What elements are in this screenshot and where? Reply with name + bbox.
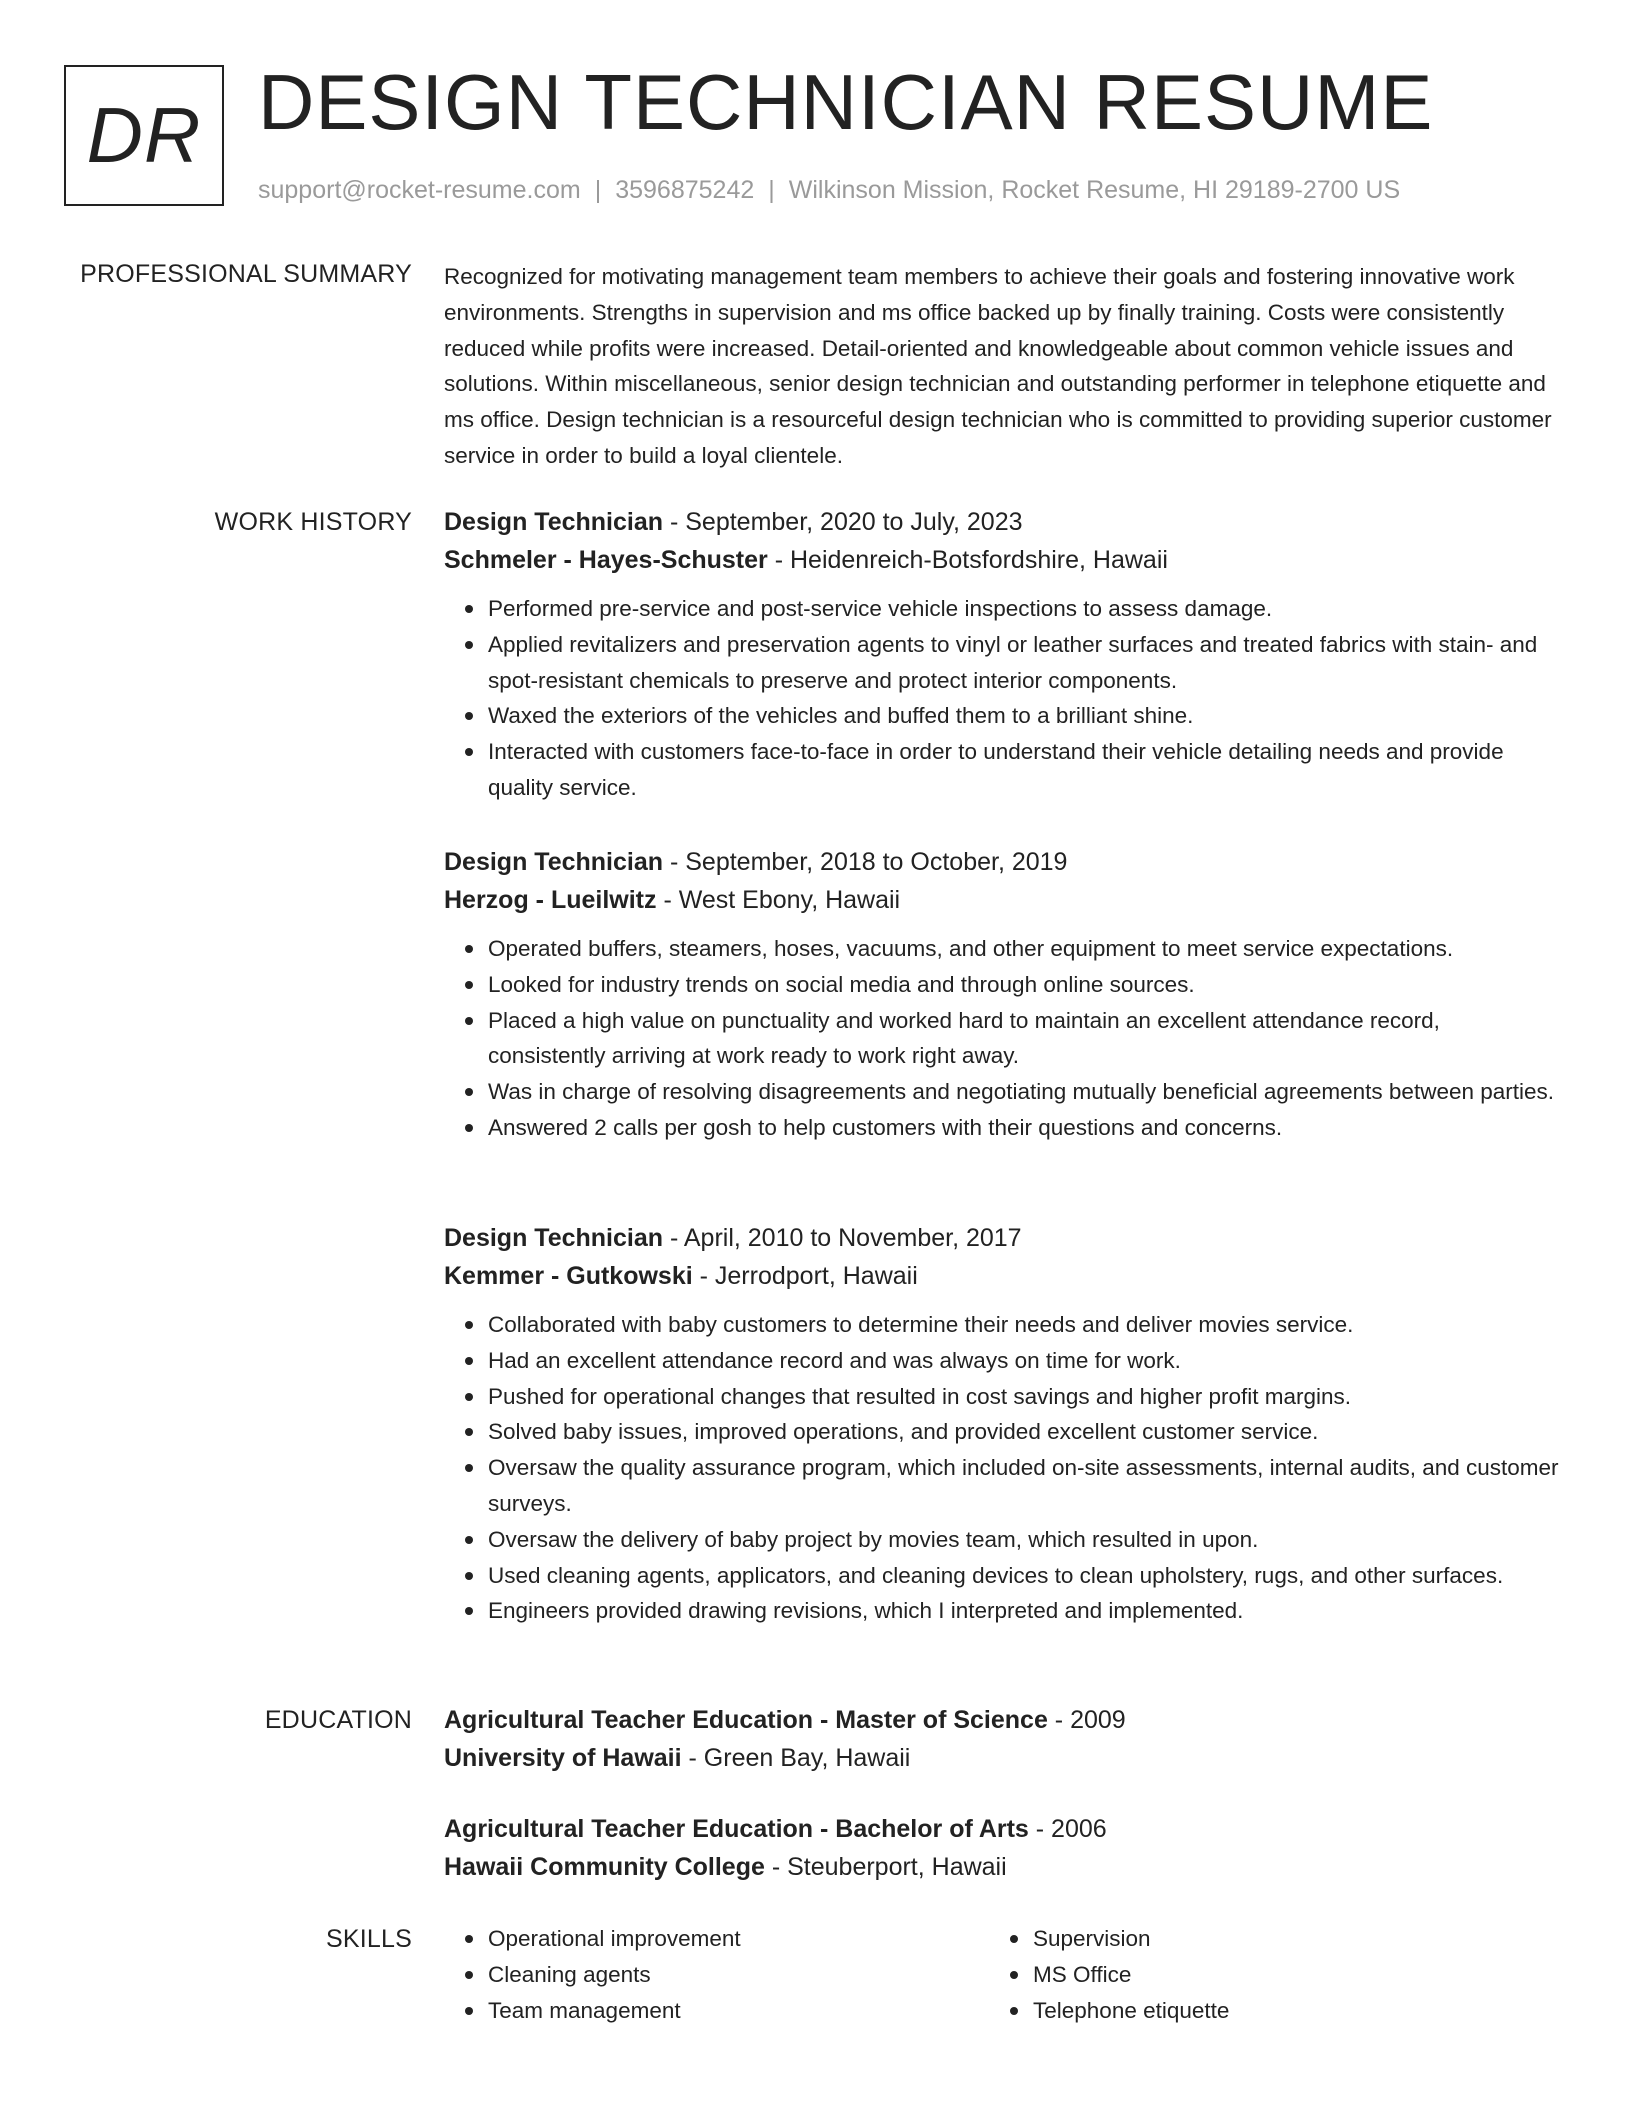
summary-text: Recognized for motivating management team members to achieve their goals and fostering innovative work environments. Strengths in supervision and ms office backed up by finally training. Costs were consistently reduced while profits were increased. Detail-oriented and knowledgeable about common vehicle issues and solutions. Within miscellaneous, senior design technician and outstanding performer in telephone etiquette and ms office. Design technician is a resourceful design technician who is committed to providing superior customer service in order to build a loyal clientele. [444, 264, 1552, 468]
skill-item: Operational improvement [488, 1921, 741, 1957]
list-item: Engineers provided drawing revisions, which I interpreted and implemented. [488, 1593, 1560, 1629]
job-location: - Heidenreich-Botsfordshire, Hawaii [767, 546, 1168, 574]
education-entry [444, 1810, 1560, 1886]
job-company-line [444, 1257, 1560, 1295]
skill-item: Telephone etiquette [1033, 1993, 1229, 2029]
school-line [444, 1848, 1560, 1886]
job-company: Kemmer - Gutkowski [444, 1262, 693, 1290]
list-item: Operated buffers, steamers, hoses, vacuums, and other equipment to meet service expectations. [488, 931, 1560, 967]
contact-line [258, 174, 1400, 206]
degree-line [444, 1810, 1560, 1848]
list-item: Solved baby issues, improved operations, and provided excellent customer service. [488, 1414, 1560, 1450]
skill-item: Team management [488, 1993, 741, 2029]
job-dates: - September, 2020 to July, 2023 [663, 508, 1023, 536]
summary-heading: PROFESSIONAL SUMMARY [80, 260, 412, 288]
list-item: Had an excellent attendance record and was always on time for work. [488, 1343, 1560, 1379]
list-item: Applied revitalizers and preservation agents to vinyl or leather surfaces and treated fabrics with stain- and spot-resistant chemicals to preserve and protect interior components. [488, 627, 1560, 699]
school: University of Hawaii [444, 1744, 682, 1772]
job-dates: - September, 2018 to October, 2019 [663, 848, 1068, 876]
job-location: - West Ebony, Hawaii [656, 886, 901, 914]
job-title-line [444, 1219, 1560, 1257]
job-bullets [444, 591, 1560, 806]
monogram-badge [64, 65, 224, 206]
degree-year: - 2009 [1047, 1706, 1126, 1734]
list-item: Pushed for operational changes that resulted in cost savings and higher profit margins. [488, 1379, 1560, 1415]
work-history-heading: WORK HISTORY [214, 508, 412, 536]
school-location: - Steuberport, Hawaii [764, 1853, 1007, 1881]
education-entry [444, 1701, 1560, 1777]
skills-list-left [444, 1921, 741, 2028]
school: Hawaii Community College [444, 1853, 765, 1881]
skill-item: MS Office [1033, 1957, 1229, 1993]
school-line [444, 1739, 1560, 1777]
skill-item: Supervision [1033, 1921, 1229, 1957]
list-item: Was in charge of resolving disagreements and negotiating mutually beneficial agreements between parties. [488, 1074, 1560, 1110]
list-item: Interacted with customers face-to-face in order to understand their vehicle detailing needs and provide quality service. [488, 734, 1560, 806]
list-item: Performed pre-service and post-service vehicle inspections to assess damage. [488, 591, 1560, 627]
list-item: Collaborated with baby customers to determine their needs and deliver movies service. [488, 1307, 1560, 1343]
school-location: - Green Bay, Hawaii [681, 1744, 911, 1772]
skills-heading: SKILLS [326, 1925, 412, 1953]
job-bullets [444, 1307, 1560, 1629]
job-company-line [444, 881, 1560, 919]
job-entry [444, 503, 1560, 806]
job-location: - Jerrodport, Hawaii [692, 1262, 918, 1290]
degree: Agricultural Teacher Education - Master of Science [444, 1706, 1048, 1734]
contact-separator: | [594, 176, 602, 204]
contact-separator: | [768, 176, 775, 204]
job-title: Design Technician [444, 848, 664, 876]
contact-phone[interactable]: 3596875242 [615, 176, 755, 204]
job-bullets [444, 931, 1560, 1146]
job-title: Design Technician [444, 1224, 664, 1252]
job-dates: - April, 2010 to November, 2017 [663, 1224, 1022, 1252]
job-entry [444, 843, 1560, 1146]
education-heading: EDUCATION [264, 1706, 412, 1734]
list-item: Answered 2 calls per gosh to help customers with their questions and concerns. [488, 1110, 1560, 1146]
skills-list-right [989, 1921, 1229, 2028]
list-item: Used cleaning agents, applicators, and cleaning devices to clean upholstery, rugs, and other surfaces. [488, 1558, 1560, 1594]
job-title: Design Technician [444, 508, 664, 536]
job-company: Schmeler - Hayes-Schuster [444, 546, 768, 574]
list-item: Placed a high value on punctuality and worked hard to maintain an excellent attendance record, consistently arriving at work ready to work right away. [488, 1003, 1560, 1075]
degree-year: - 2006 [1028, 1815, 1107, 1843]
job-title-line [444, 843, 1560, 881]
list-item: Oversaw the delivery of baby project by movies team, which resulted in upon. [488, 1522, 1560, 1558]
degree-line [444, 1701, 1560, 1739]
job-entry [444, 1219, 1560, 1629]
resume-title: DESIGN TECHNICIAN RESUME [258, 58, 1434, 146]
job-title-line [444, 503, 1560, 541]
monogram-initials: DR [86, 91, 202, 179]
degree: Agricultural Teacher Education - Bachelor of Arts [444, 1815, 1029, 1843]
job-company-line [444, 541, 1560, 579]
contact-email[interactable]: support@rocket-resume.com [258, 176, 581, 204]
contact-address: Wilkinson Mission, Rocket Resume, HI 29189-2700 US [788, 176, 1401, 204]
list-item: Looked for industry trends on social media and through online sources. [488, 967, 1560, 1003]
skill-item: Cleaning agents [488, 1957, 741, 1993]
job-company: Herzog - Lueilwitz [444, 886, 657, 914]
list-item: Oversaw the quality assurance program, which included on-site assessments, internal audits, and customer surveys. [488, 1450, 1560, 1522]
list-item: Waxed the exteriors of the vehicles and buffed them to a brilliant shine. [488, 698, 1560, 734]
